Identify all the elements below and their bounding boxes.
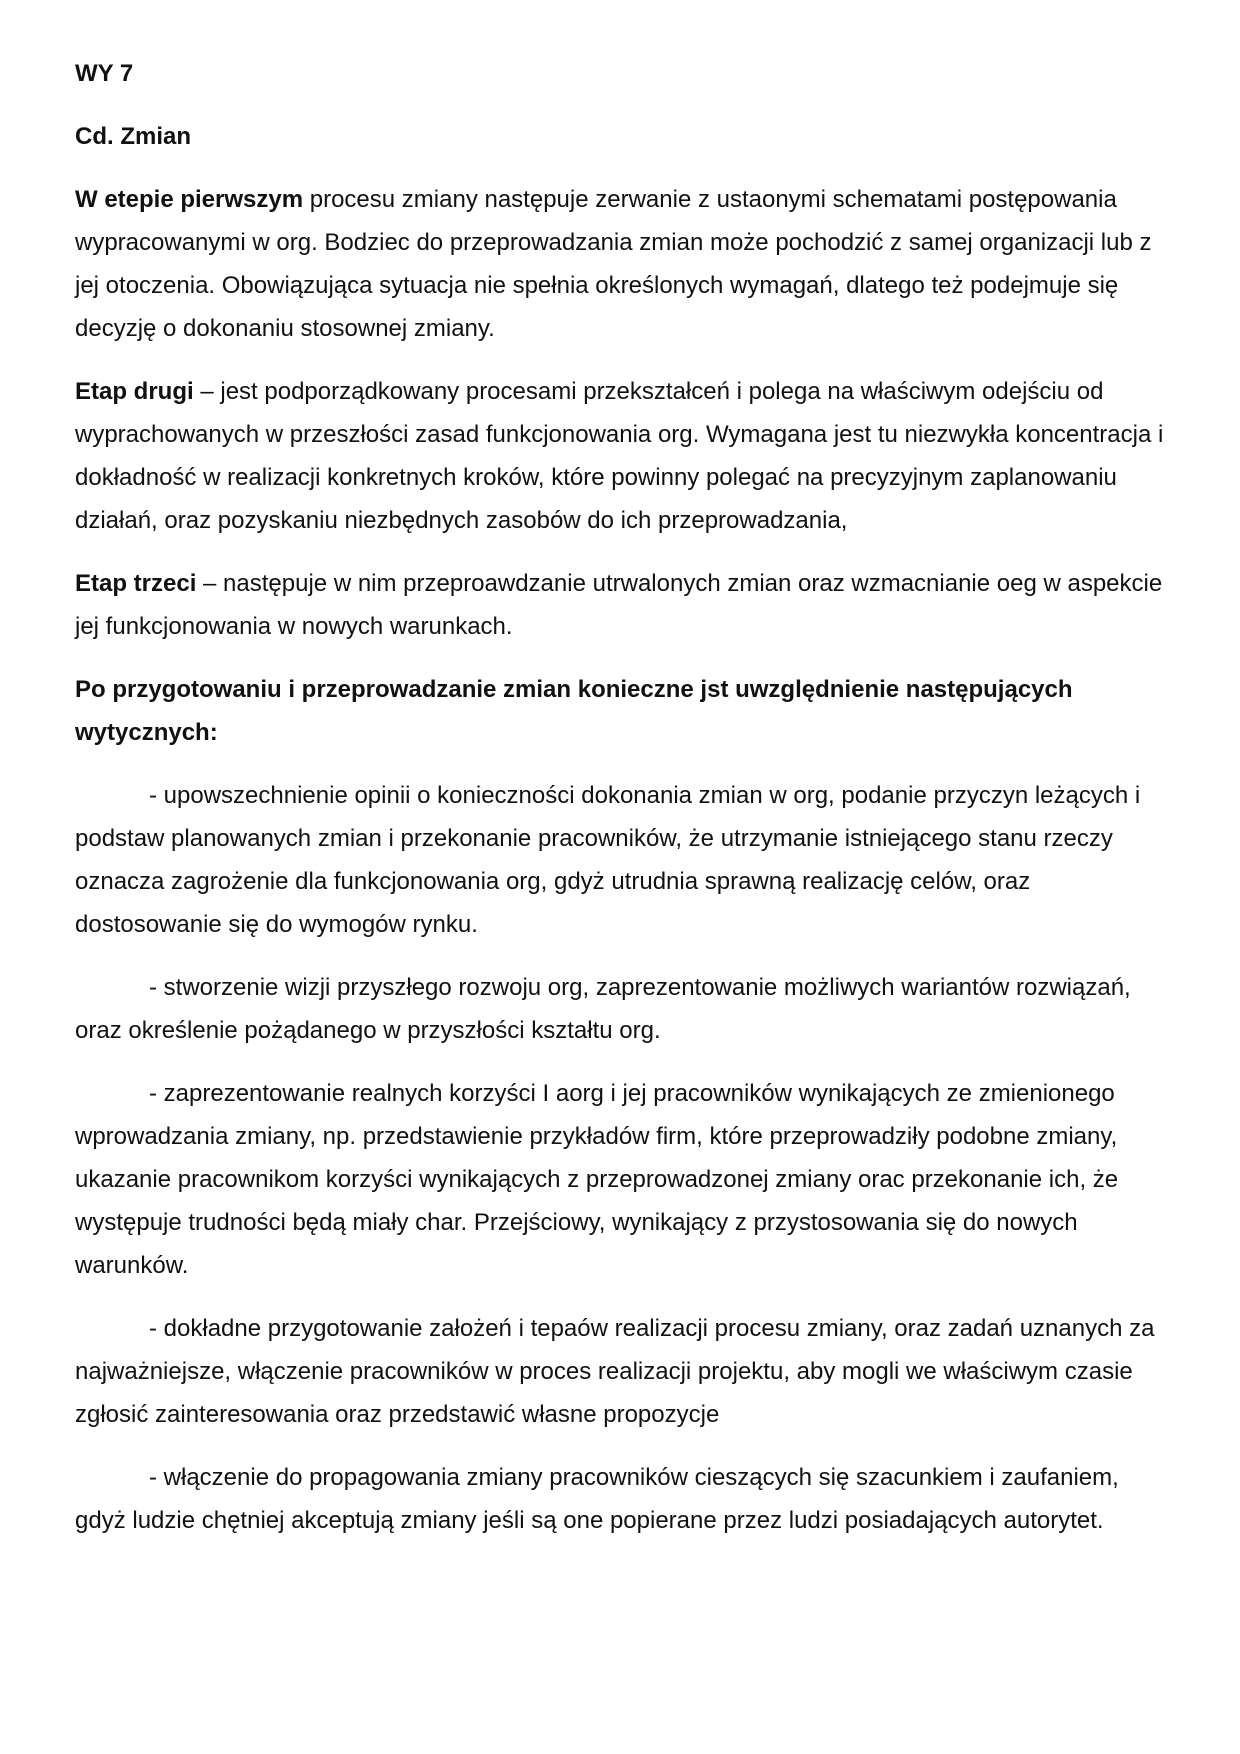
guideline-item: - dokładne przygotowanie założeń i tepaów realizacji procesu zmiany, oraz zadań uznanych za najważniejsze, włączenie pracowników w proces realizacji projektu, aby mogli we właściwym czasie zgłosić zainteresowania oraz przedstawić własne propozycje: [75, 1315, 1155, 1428]
guidelines-heading: Po przygotowaniu i przeprowadzanie zmian konieczne jst uwzględnienie następujących wytycznych:: [75, 676, 1073, 746]
stage-one-lead: W etepie pierwszym: [75, 186, 304, 213]
stage-three-lead: Etap trzeci: [75, 570, 197, 597]
guideline-item: - upowszechnienie opinii o konieczności dokonania zmian w org, podanie przyczyn leżących i podstaw planowanych zmian i przekonanie pracowników, że utrzymanie istniejącego stanu rzeczy oznacza zagrożenie dla funkcjonowania org, gdyż utrudnia sprawną realizację celów, oraz dostosowanie się do wymogów rynku.: [75, 782, 1141, 938]
stage-two-text: – jest podporządkowany procesami przekształceń i polega na właściwym odejściu od wyprachowanych w przeszłości zasad funkcjonowania org. Wymagana jest tu niezwykła koncentracja i dokładność w realizacji konkretnych kroków, które powinny polegać na precyzyjnym zaplanowaniu działań, oraz pozyskaniu niezbędnych zasobów do ich przeprowadzania,: [75, 378, 1164, 534]
stage-two-lead: Etap drugi: [75, 378, 194, 405]
stage-one-text: procesu zmiany następuje zerwanie z ustaonymi schematami postępowania wypracowanymi w org. Bodziec do przeprowadzania zmian może pochodzić z samej organizacji lub z jej otoczenia. Obowiązująca sytuacja nie spełnia określonych wymagań, dlatego też podejmuje się decyzję o dokonaniu stosownej zmiany.: [75, 186, 1152, 342]
stage-three-paragraph: [75, 562, 1165, 648]
document-subtitle: Cd. Zmian: [75, 123, 192, 150]
stage-one-paragraph: [75, 178, 1165, 350]
guideline-item: - włączenie do propagowania zmiany pracowników cieszących się szacunkiem i zaufaniem, gdyż ludzie chętniej akceptują zmiany jeśli są one popierane przez ludzi posiadających autorytet.: [75, 1464, 1119, 1534]
guideline-item: - zaprezentowanie realnych korzyści I aorg i jej pracowników wynikających ze zmienionego wprowadzania zmiany, np. przedstawienie przykładów firm, które przeprowadziły podobne zmiany, ukazanie pracownikom korzyści wynikających z przeprowadzonej zmiany orac przekonanie ich, że występuje trudności będą miały char. Przejściowy, wynikający z przystosowania się do nowych warunków.: [75, 1080, 1119, 1279]
document-title: WY 7: [75, 60, 134, 87]
guideline-item: - stworzenie wizji przyszłego rozwoju org, zaprezentowanie możliwych wariantów rozwiązań, oraz określenie pożądanego w przyszłości kształtu org.: [75, 974, 1131, 1044]
stage-three-text: – następuje w nim przeproawdzanie utrwalonych zmian oraz wzmacnianie oeg w aspekcie jej funkcjonowania w nowych warunkach.: [75, 570, 1163, 640]
document-page: [75, 52, 1165, 1562]
stage-two-paragraph: [75, 370, 1165, 542]
